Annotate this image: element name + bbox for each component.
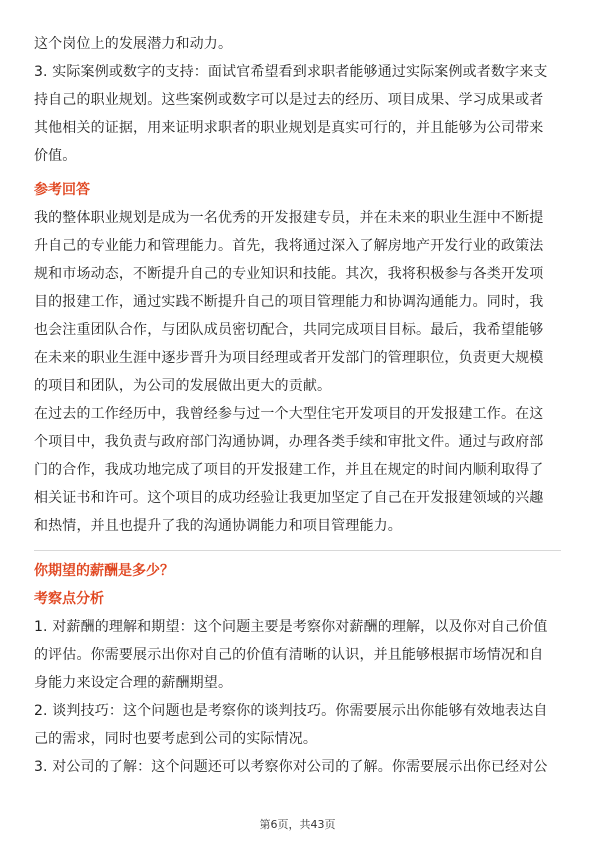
text-line: 身能力来设定合理的薪酬期望。	[34, 675, 233, 691]
question-heading: 你期望的薪酬是多少？	[34, 563, 174, 579]
text-line: 门的合作，我成功地完成了项目的开发报建工作，并且在规定的时间内顺利取得了	[34, 462, 544, 478]
analysis-block	[34, 613, 561, 781]
text-line: 3. 实际案例或数字的支持：面试官希望看到求职者能够通过实际案例或者数字来支	[34, 64, 548, 80]
text-line: 价值。	[34, 148, 77, 164]
answer-paragraph-2	[34, 400, 561, 540]
reference-answer-heading: 参考回答	[34, 182, 90, 198]
text-line: 2. 谈判技巧：这个问题也是考察你的谈判技巧。你需要展示出你能够有效地表达自	[34, 703, 548, 719]
text-line: 在过去的工作经历中，我曾经参与过一个大型住宅开发项目的开发报建工作。在这	[34, 406, 544, 422]
text-line: 升自己的专业能力和管理能力。首先，我将通过深入了解房地产开发行业的政策法	[34, 238, 544, 254]
text-line: 和热情，并且也提升了我的沟通协调能力和项目管理能力。	[34, 518, 402, 534]
text-line: 1. 对薪酬的理解和期望：这个问题主要是考察你对薪酬的理解，以及你对自己价值	[34, 619, 548, 635]
text-line: 也会注重团队合作，与团队成员密切配合，共同完成项目目标。最后，我希望能够	[34, 322, 544, 338]
point-3-block	[34, 58, 561, 170]
text-line: 己的需求，同时也要考虑到公司的实际情况。	[34, 731, 317, 747]
text-line: 的评估。你需要展示出你对自己的价值有清晰的认识，并且能够根据市场情况和自	[34, 647, 544, 663]
text-line: 这个岗位上的发展潜力和动力。	[34, 36, 233, 52]
intro-block	[34, 30, 561, 58]
text-line: 3. 对公司的了解：这个问题还可以考察你对公司的了解。你需要展示出你已经对公	[34, 759, 548, 775]
page-content	[34, 30, 561, 781]
text-line: 持自己的职业规划。这些案例或数字可以是过去的经历、项目成果、学习成果或者	[34, 92, 544, 108]
text-line: 其他相关的证据，用来证明求职者的职业规划是真实可行的，并且能够为公司带来	[34, 120, 544, 136]
analysis-heading: 考察点分析	[34, 591, 104, 607]
text-line: 我的整体职业规划是成为一名优秀的开发报建专员，并在未来的职业生涯中不断提	[34, 210, 544, 226]
text-line: 规和市场动态，不断提升自己的专业知识和技能。其次，我将积极参与各类开发项	[34, 266, 544, 282]
text-line: 在未来的职业生涯中逐步晋升为项目经理或者开发部门的管理职位，负责更大规模	[34, 350, 544, 366]
section-divider	[34, 550, 561, 551]
text-line: 个项目中，我负责与政府部门沟通协调，办理各类手续和审批文件。通过与政府部	[34, 434, 544, 450]
page-number: 第6页，共43页	[259, 818, 336, 831]
answer-paragraph-1	[34, 204, 561, 400]
text-line: 的项目和团队，为公司的发展做出更大的贡献。	[34, 378, 332, 394]
text-line: 目的报建工作，通过实践不断提升自己的项目管理能力和协调沟通能力。同时，我	[34, 294, 544, 310]
text-line: 相关证书和许可。这个项目的成功经验让我更加坚定了自己在开发报建领域的兴趣	[34, 490, 544, 506]
